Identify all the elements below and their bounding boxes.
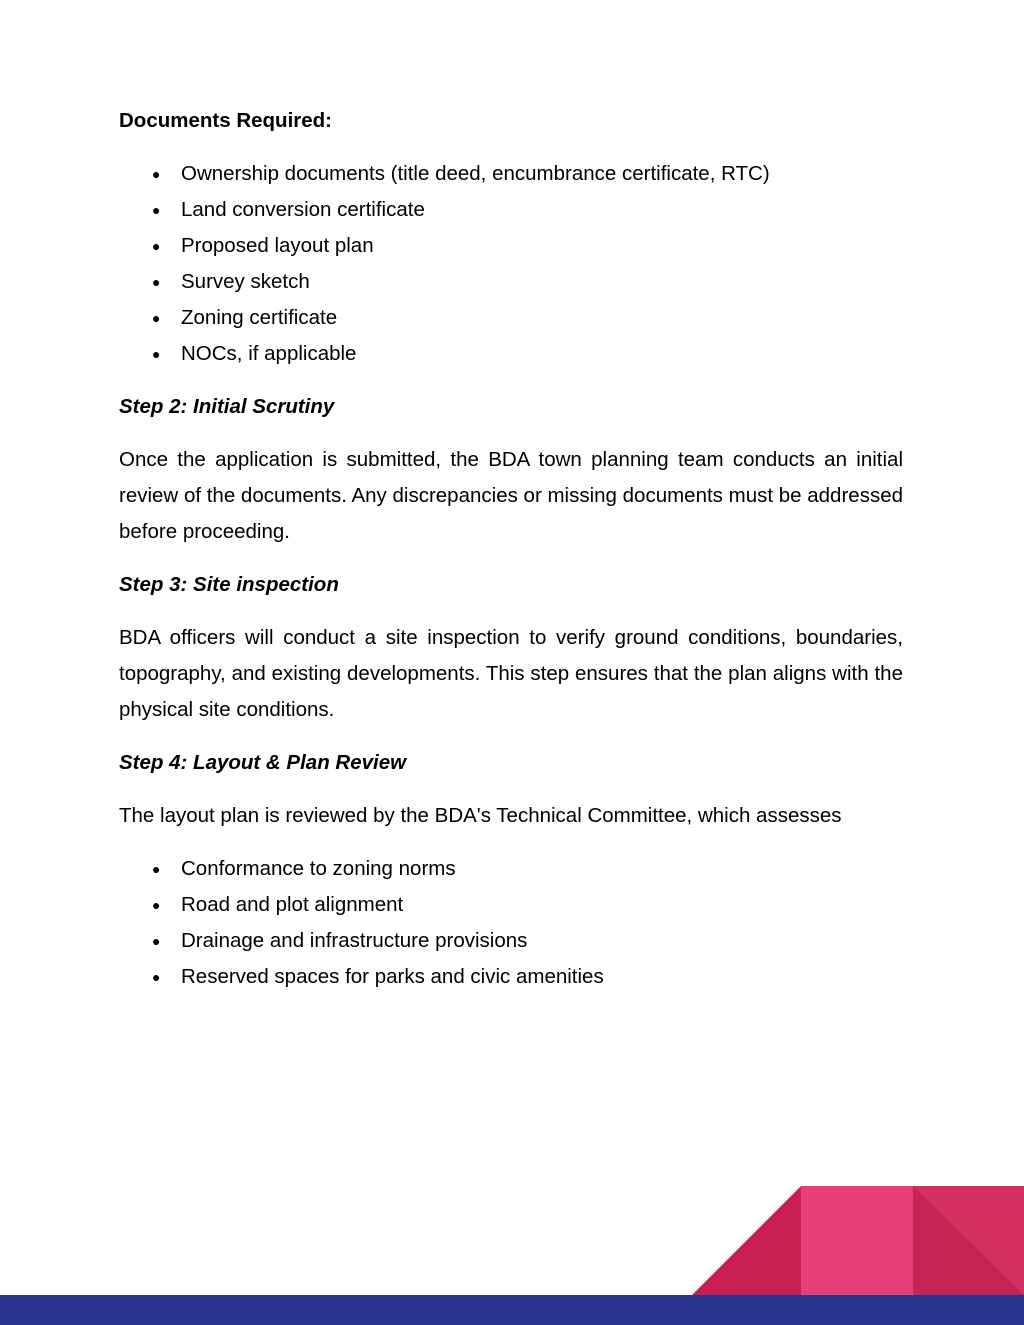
bullet-icon: ●	[152, 238, 161, 254]
list-item: ● Zoning certificate	[119, 300, 903, 336]
list-item: ● Conformance to zoning norms	[119, 851, 903, 887]
step-4-heading: Step 4: Layout & Plan Review	[119, 751, 407, 774]
accent-pink-panel	[801, 1186, 913, 1295]
bullet-icon: ●	[152, 897, 161, 913]
bullet-icon: ●	[152, 274, 161, 290]
step-2-paragraph: Once the application is submitted, the BDA town planning team conducts an initial review of the documents. Any discrepancies or missing documents must be addressed before proceeding.	[119, 448, 903, 543]
list-item: ● Reserved spaces for parks and civic amenities	[119, 959, 903, 995]
list-item: ● NOCs, if applicable	[119, 336, 903, 372]
bullet-icon: ●	[152, 346, 161, 362]
bullet-icon: ●	[152, 166, 161, 182]
accent-crimson-triangle	[692, 1186, 801, 1295]
bullet-icon: ●	[152, 861, 161, 877]
list-item: ● Proposed layout plan	[119, 228, 903, 264]
step-4-paragraph: The layout plan is reviewed by the BDA's Technical Committee, which assesses	[119, 804, 842, 827]
bullet-icon: ●	[152, 933, 161, 949]
step-3-heading: Step 3: Site inspection	[119, 573, 339, 596]
list-item: ● Road and plot alignment	[119, 887, 903, 923]
step-2-heading: Step 2: Initial Scrutiny	[119, 395, 335, 418]
footer-bar	[0, 1295, 1024, 1325]
bullet-icon: ●	[152, 202, 161, 218]
list-item: ● Drainage and infrastructure provisions	[119, 923, 903, 959]
list-item: ● Land conversion certificate	[119, 192, 903, 228]
list-item: ● Survey sketch	[119, 264, 903, 300]
step-3-paragraph: BDA officers will conduct a site inspection to verify ground conditions, boundaries, topography, and existing developments. This step ensures that the plan aligns with the physical site conditions.	[119, 626, 903, 721]
documents-required-heading: Documents Required:	[119, 109, 332, 132]
bullet-icon: ●	[152, 969, 161, 985]
bullet-icon: ●	[152, 310, 161, 326]
list-item: ● Ownership documents (title deed, encumbrance certificate, RTC)	[119, 156, 903, 192]
